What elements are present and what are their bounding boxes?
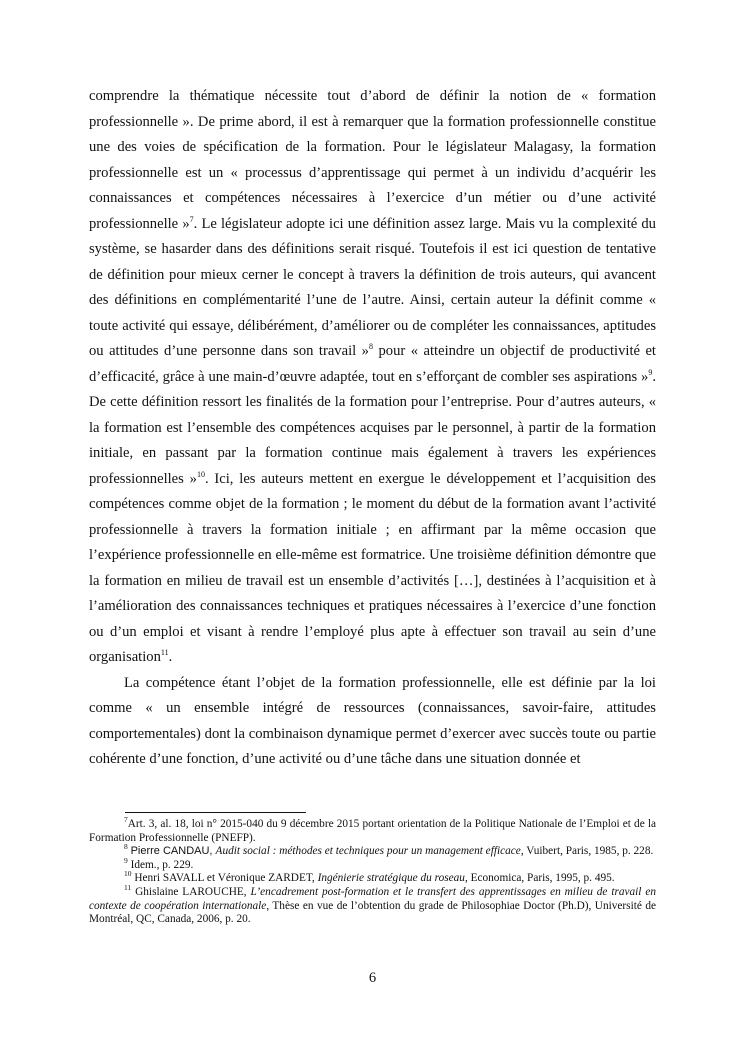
footnote-ref-11[interactable]: 11 — [160, 648, 169, 657]
footnote-ref-10[interactable]: 10 — [196, 469, 205, 479]
footnote-ref-7[interactable]: 7 — [189, 214, 194, 224]
footnotes — [89, 815, 656, 927]
paragraph-1: comprendre la thématique nécessite tout d’abord de définir la notion de « formation professionnelle ». De prime abord, il est à remarquer que la formation professionnelle constitue une des voies de spécification de la formation. Pour le législateur Malagasy, la formation professionnelle est un « processus d’apprentissage qui permet à un individu d’acquérir les connaissances et compétences nécessaires à l’exercice d’un métier ou d’une activité professionnelle »$^7$. Le législateur adopte ici une définition assez large. Mais vu la complexité du système, se hasarder dans des définitions serait risqué. Toutefois il est ici question de tentative de définition pour mieux cerner le concept à travers la définition de trois auteurs, qui avancent des définitions en complémentarité l’une de l’autre. Ainsi, certain auteur la définit comme « toute activité qui essaye, délibérément, d’améliorer ou de compléter les connaissances, aptitudes ou attitudes d’une personne dans son travail »$^8$ pour « atteindre un objectif de productivité et d’efficacité, grâce à une main-d’œuvre adaptée, tout en s’efforçant de combler ses aspirations »$^9$. De cette définition ressort les finalités de la formation pour l’entreprise. Pour d’autres auteurs, « la formation est l’ensemble des compétences acquises par le personnel, à partir de la formation initiale, en passant par la formation continue mais également à travers les expériences professionnelles »$^{10}$. Ici, les auteurs mettent en exergue le développement et l’acquisition des compétences comme objet de la formation ; le moment du début de la formation avant l’activité professionnelle à travers la formation initiale ; en affirmant par la même occasion que l’expérience professionnelle en elle-même est formatrice. Une troisième définition démontre que la formation en milieu de travail est un ensemble d’activités […], destinées à l’acquisition et à l’amélioration des connaissances techniques et pratiques nécessaires à l’exercice d’une fonction ou d’un emploi et visant à rendre l’employé plus apte à effectuer son travail au sein d’une organisation$^{11}$. — [89, 88, 656, 665]
footnote-ref-8[interactable]: 8 — [368, 342, 373, 351]
footnote-11: $^{11}$ Ghislaine LAROUCHE, L’encadrement post-formation et le transfert des apprentissages en milieu de travail en contexte de coopération internationale, Thèse en vue de l’obtention du grade de Philosophiae Doctor (Ph.D), Université de Montréal, QC, Canada, 2006, p. 20. — [89, 882, 656, 926]
paragraph-2: La compétence étant l’objet de la formation professionnelle, elle est définie par la loi comme « un ensemble intégré de ressources (connaissances, savoir-faire, attitudes comportementales) dont la combinaison dynamique permet d’exercer avec succès toute ou partie cohérente d’une fonction, d’une activité ou d’une tâche dans une situation donnée et — [89, 674, 656, 767]
footnote-7: $^7$Art. 3, al. 18, loi n° 2015-040 du 9 décembre 2015 portant orientation de la Politique Nationale de l’Emploi et de la Formation Professionnelle (PNEFP). — [89, 815, 656, 844]
page-number: 6 — [368, 970, 377, 986]
body-text — [89, 84, 656, 773]
footnote-separator — [125, 812, 306, 813]
footnote-ref-9[interactable]: 9 — [648, 367, 653, 377]
footnote-8: $^8$ Pierre CANDAU, Audit social : méthodes et techniques pour un management efficace, Vuibert, Paris, 1985, p. 228. — [124, 842, 654, 858]
footnote-9: $^9$ Idem., p. 229. — [124, 855, 194, 871]
footnote-10: $^{10}$ Henri SAVALL et Véronique ZARDET, Ingénierie stratégique du roseau, Economica, Paris, 1995, p. 495. — [124, 869, 615, 885]
